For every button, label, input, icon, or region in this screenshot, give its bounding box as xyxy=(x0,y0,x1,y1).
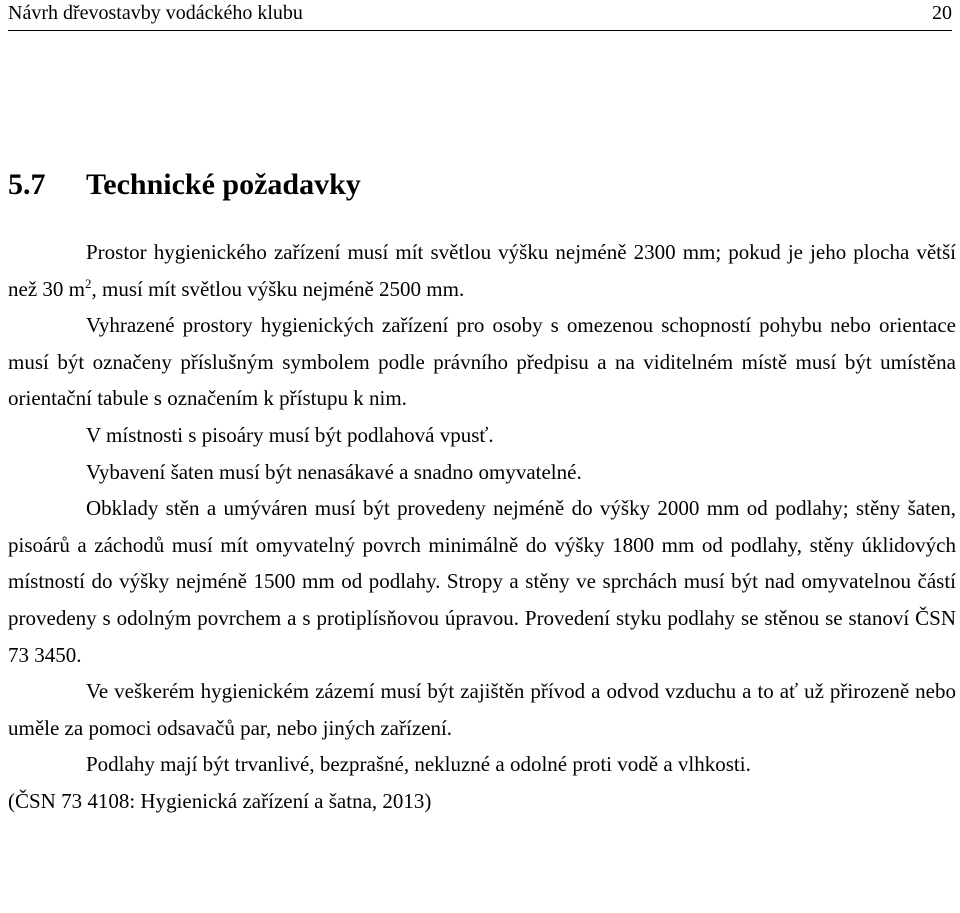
paragraph-text: , musí mít světlou výšku nejméně 2500 mm. xyxy=(91,276,465,301)
superscript: 2 xyxy=(84,275,92,291)
document-title: Návrh dřevostavby vodáckého klubu xyxy=(8,2,303,24)
page-header xyxy=(8,0,952,31)
page-number: 20 xyxy=(932,2,952,24)
paragraph-ceiling-height xyxy=(8,234,956,307)
body-text xyxy=(8,234,956,820)
citation: (ČSN 73 4108: Hygienická zařízení a šatna, 2013) xyxy=(8,788,432,813)
section-title: Technické požadavky xyxy=(86,168,361,201)
section-heading xyxy=(8,165,361,205)
paragraph-ventilation: Ve veškerém hygienickém zázemí musí být zajištěn přívod a odvod vzduchu a to ať už přirozeně nebo uměle za pomoci odsavačů par, nebo jiných zařízení. xyxy=(8,679,956,740)
paragraph-floors: Podlahy mají být trvanlivé, bezprašné, nekluzné a odolné proti vodě a vlhkosti. xyxy=(86,752,751,777)
paragraph-text: Prostor hygienického zařízení musí mít světlou výšku nejméně 2300 mm; pokud je jeho plocha větší než 30 m xyxy=(8,240,956,301)
paragraph-wall-tiling: Obklady stěn a umýváren musí být provedeny nejméně do výšky 2000 mm od podlahy; stěny šaten, pisoárů a záchodů musí mít omyvatelný povrch minimálně do výšky 1800 mm od podlahy, stěny úklidových místností do výšky nejméně 1500 mm od podlahy. Stropy a stěny ve sprchách musí být nad omyvatelnou částí provedeny s odolným povrchem a s protiplísňovou úpravou. Provedení styku podlahy se stěnou se stanoví ČSN 73 3450. xyxy=(8,496,956,667)
paragraph-accessibility: Vyhrazené prostory hygienických zařízení pro osoby s omezenou schopností pohybu nebo orientace musí být označeny příslušným symbolem podle právního předpisu a na viditelném místě musí být umístěna orientační tabule s označením k přístupu k nim. xyxy=(8,313,956,411)
section-number: 5.7 xyxy=(8,168,46,201)
paragraph-changing-room: Vybavení šaten musí být nenasákavé a snadno omyvatelné. xyxy=(86,459,582,484)
paragraph-urinal-drain: V místnosti s pisoáry musí být podlahová vpusť. xyxy=(86,422,494,447)
